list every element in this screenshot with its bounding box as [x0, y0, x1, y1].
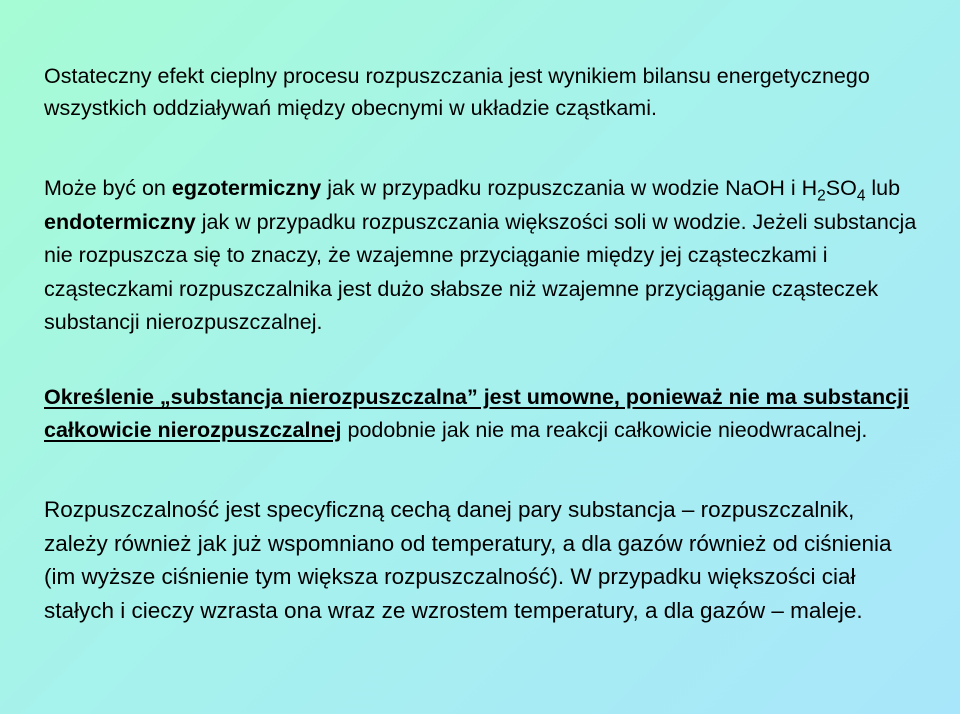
- subscript: 4: [856, 187, 866, 205]
- text-segment: Może być on: [44, 176, 172, 200]
- text-segment: SO: [825, 176, 857, 200]
- paragraph-heat-effect: [44, 60, 924, 124]
- text-segment: lub: [865, 176, 901, 200]
- term-endotermiczny: endotermiczny: [44, 209, 196, 234]
- paragraph-solubility-text: Rozpuszczalność jest specyficzną cechą danej pary substancja – rozpuszczalnik, zależy również jak już wspomniano od temperatury, a dla gazów również od ciśnienia (im wyższe ciśnienie tym większa rozpuszczalność). W przypadku większości ciał stałych i cieczy wzrasta ona wraz ze wzrostem temperatury, a dla gazów – maleje.: [44, 497, 892, 623]
- paragraph-solubility: [44, 493, 924, 627]
- subscript: 2: [817, 187, 826, 205]
- emphasis-insoluble: Określenie „substancja nierozpuszczalna” jest umowne, ponieważ nie ma substancji całkowicie nierozpuszczalnej: [44, 385, 910, 442]
- paragraph-exo-endo: [44, 172, 924, 340]
- paragraph-insoluble-note: [44, 381, 924, 447]
- text-segment: podobnie jak nie ma reakcji całkowicie nieodwracalnej.: [341, 418, 868, 442]
- text-segment: jak w przypadku rozpuszczania w wodzie NaOH i H: [321, 176, 818, 200]
- term-egzotermiczny: egzotermiczny: [171, 176, 322, 200]
- text-segment: jak w przypadku rozpuszczania większości soli w wodzie. Jeżeli substancja nie rozpuszcza się to znaczy, że wzajemne przyciąganie między jej cząsteczkami i cząsteczkami rozpuszczalnika jest dużo słabsze niż wzajemne przyciąganie cząsteczek substancji nierozpuszczalnej.: [44, 209, 917, 334]
- paragraph-heat-effect-text: Ostateczny efekt cieplny procesu rozpuszczania jest wynikiem bilansu energetycznego wszystkich oddziaływań między obecnymi w układzie cząstkami.: [44, 64, 870, 120]
